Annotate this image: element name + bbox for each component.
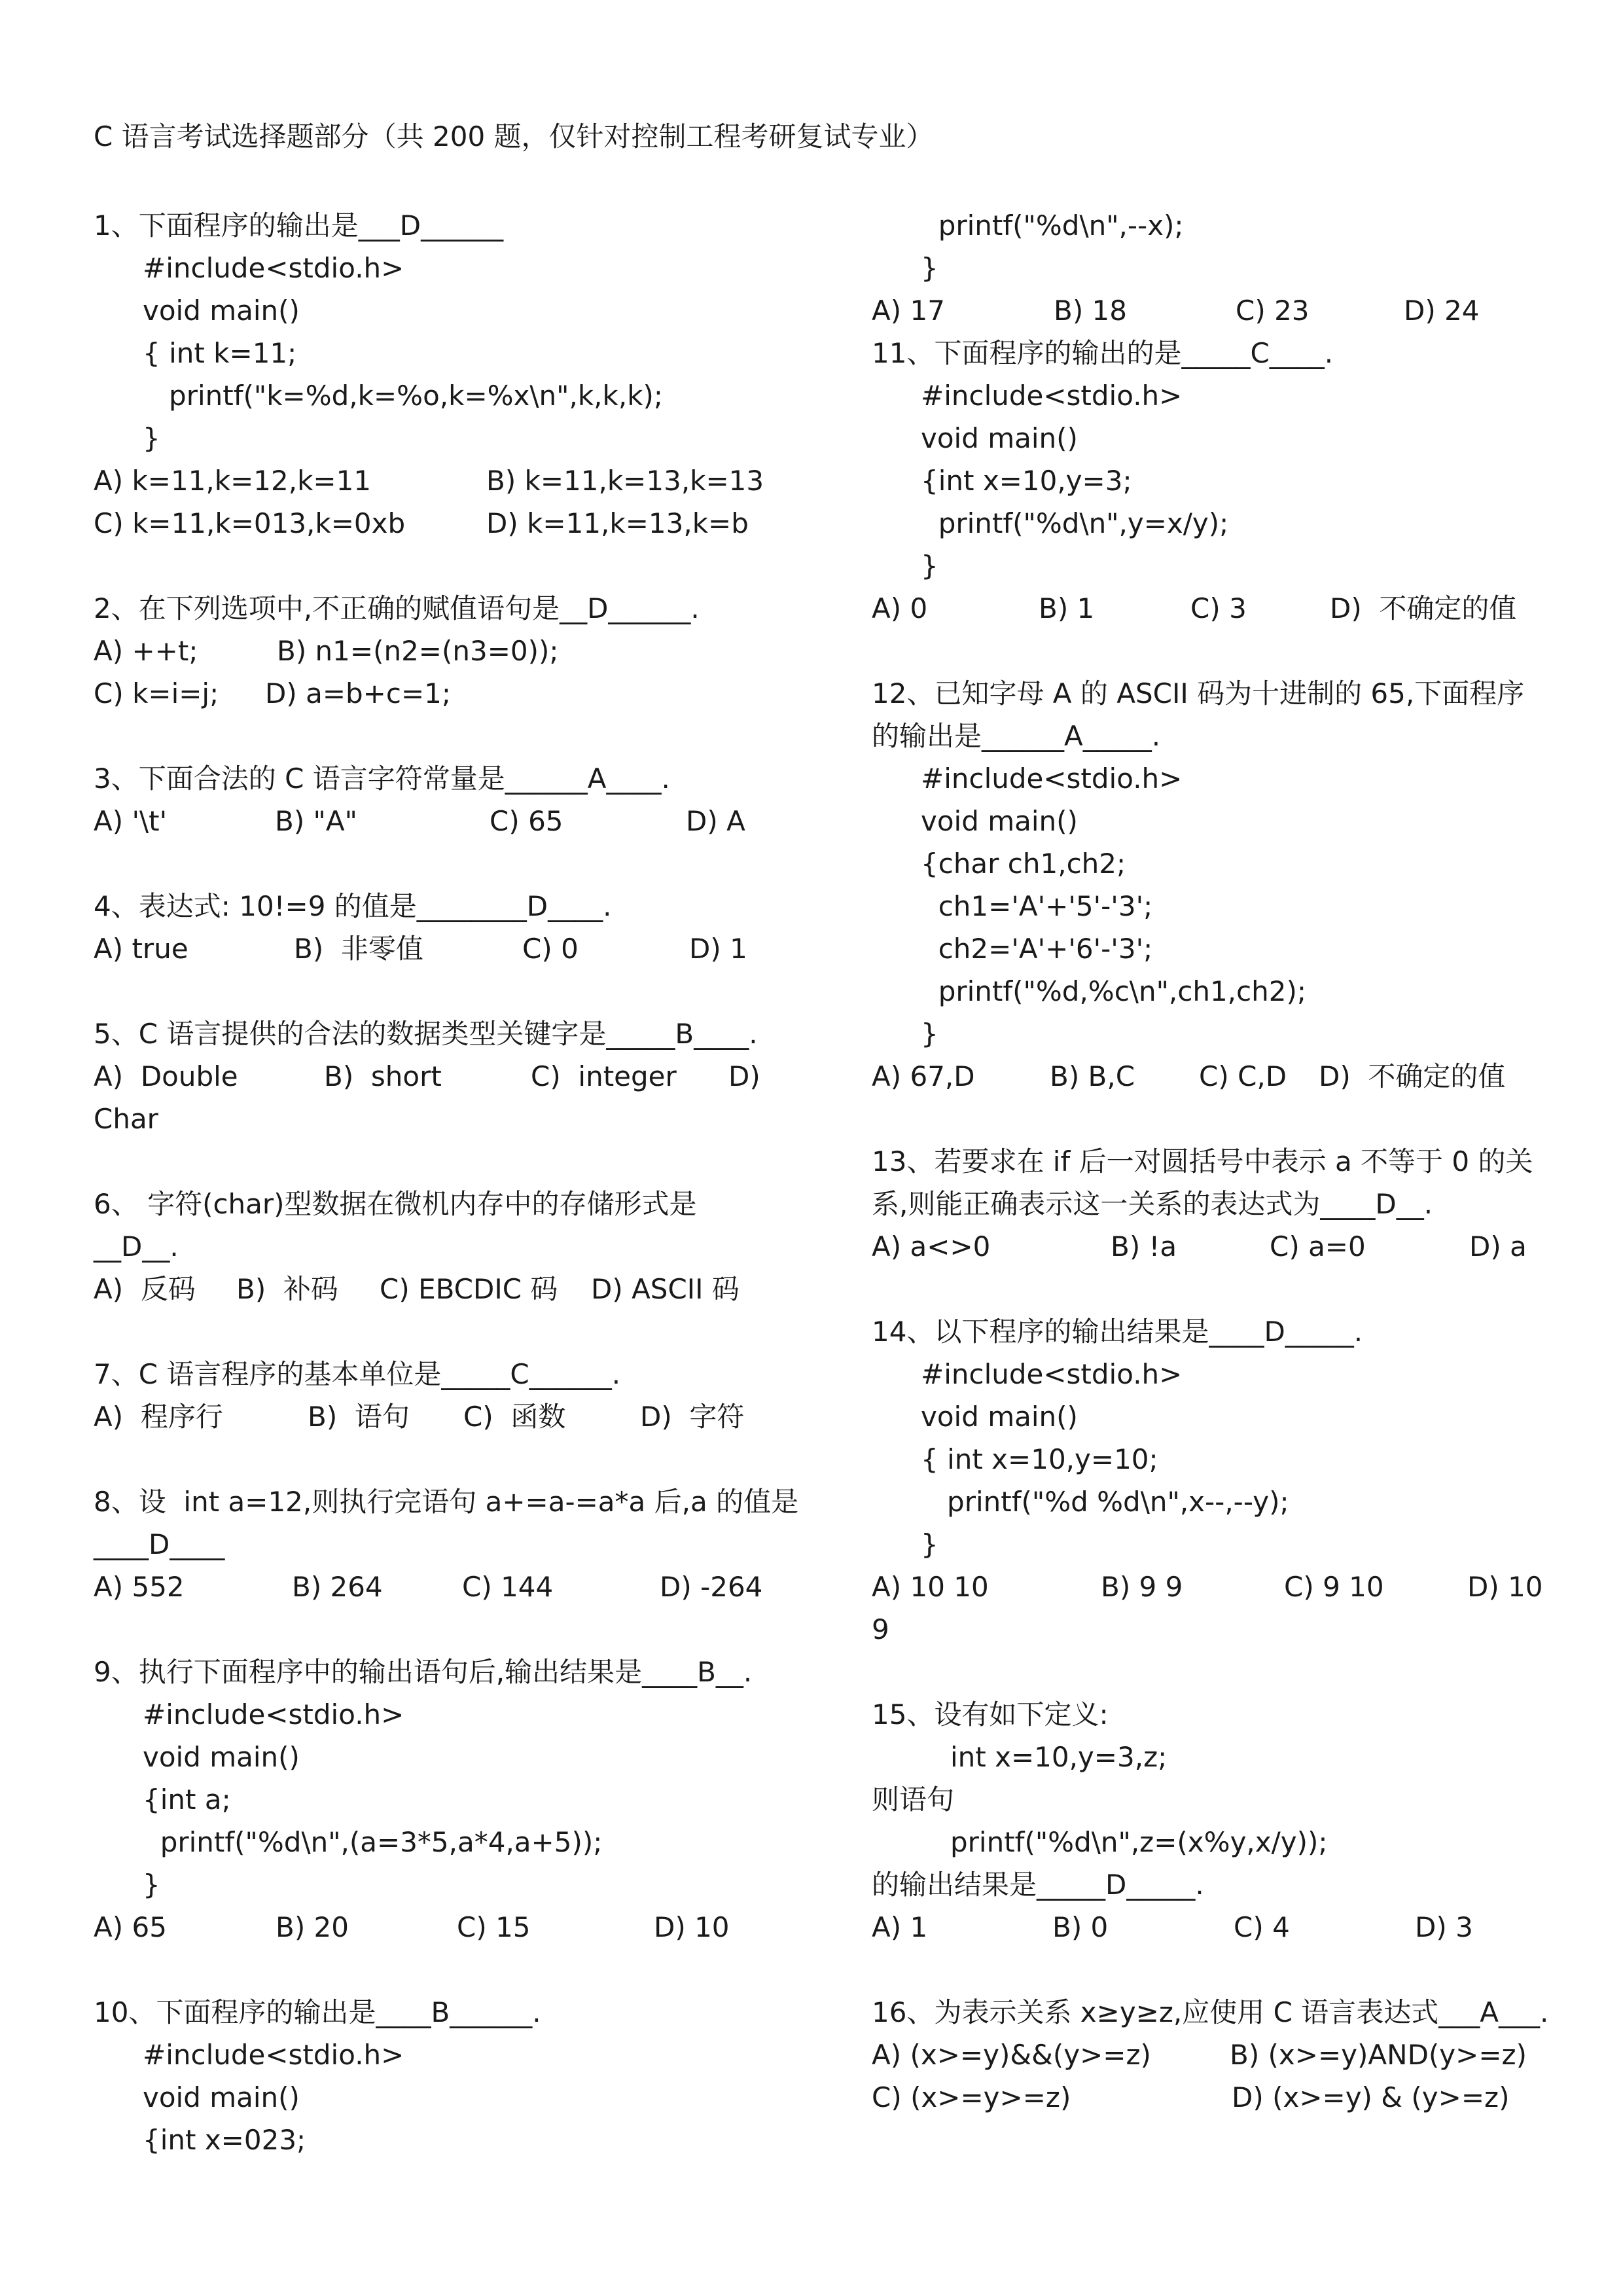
option-c: C) integer (531, 1060, 677, 1092)
option-b: B) 0 (1052, 1911, 1109, 1943)
q1-options-row2 (94, 502, 761, 545)
q12-code-line: ch1='A'+'5'-'3'; (921, 890, 1153, 922)
q12-code-line: ch2='A'+'6'-'3'; (921, 933, 1153, 965)
option-d: D) 1 (689, 933, 747, 965)
option-a: A) 65 (94, 1911, 167, 1943)
option-c: C) 4 (1234, 1911, 1290, 1943)
q6-stem: 6、 字符(char)型数据在微机内存中的存储形式是 (94, 1188, 697, 1220)
option-c: C) 函数 (463, 1401, 566, 1433)
q10-options (872, 289, 1539, 332)
option-b: B) (x>=y)AND(y>=z) (1230, 2039, 1527, 2071)
q8-options (94, 1566, 761, 1609)
option-c: C) 15 (457, 1911, 531, 1943)
option-d: D) (x>=y) & (y>=z) (1232, 2081, 1510, 2113)
option-a: A) '\t' (94, 805, 168, 837)
q1-code-line: void main() (143, 295, 300, 327)
option-d: D) 不确定的值 (1330, 592, 1517, 624)
option-d: D) (728, 1060, 760, 1092)
q7-options (94, 1395, 761, 1439)
q12-code-line: #include<stdio.h> (921, 762, 1183, 795)
option-b: B) 补码 (236, 1273, 338, 1305)
option-d: D) a=b+c=1; (265, 677, 452, 709)
option-c: C) C,D (1199, 1060, 1287, 1092)
q11-code-line: void main() (921, 422, 1078, 454)
option-c: C) k=i=j; (94, 677, 219, 709)
option-d: D) 3 (1415, 1911, 1473, 1943)
q14-stem: 14、以下程序的输出结果是____D_____. (872, 1316, 1363, 1348)
option-a: A) 程序行 (94, 1401, 223, 1433)
option-b: B) 语句 (308, 1401, 410, 1433)
q14-code-line: printf("%d %d\n",x--,--y); (921, 1486, 1289, 1518)
q9-code-line: {int a; (143, 1784, 231, 1816)
q13-stem: 13、若要求在 if 后一对圆括号中表示 a 不等于 0 的关 (872, 1145, 1533, 1177)
option-b: B) 9 9 (1101, 1571, 1183, 1603)
q5-stem: 5、C 语言提供的合法的数据类型关键字是_____B____. (94, 1018, 758, 1050)
q11-stem: 11、下面程序的输出的是_____C____. (872, 337, 1334, 369)
q15-options (872, 1906, 1539, 1949)
q9-code-line: void main() (143, 1741, 300, 1773)
option-b: B) 18 (1054, 295, 1127, 327)
option-b: B) 非零值 (294, 933, 423, 965)
q10-stem: 10、下面程序的输出是____B______. (94, 1996, 541, 2028)
option-b: B) B,C (1050, 1060, 1135, 1092)
option-c: C) 65 (490, 805, 563, 837)
q1-code-line: #include<stdio.h> (143, 252, 404, 284)
q14-option-d-cont: 9 (872, 1613, 889, 1645)
q3-stem: 3、下面合法的 C 语言字符常量是______A____. (94, 762, 670, 795)
option-a: A) 反码 (94, 1273, 196, 1305)
q1-options-row1 (94, 459, 764, 503)
q8-stem: 8、设 int a=12,则执行完语句 a+=a-=a*a 后,a 的值是 (94, 1486, 799, 1518)
q2-options-row1 (94, 630, 761, 673)
q14-options (872, 1566, 1543, 1609)
option-a: A) 0 (872, 592, 928, 624)
q5-options (94, 1055, 761, 1098)
option-d: D) a (1469, 1230, 1527, 1263)
option-d: D) 字符 (640, 1401, 745, 1433)
q15-definition: int x=10,y=3,z; (950, 1741, 1168, 1773)
q3-options (94, 800, 761, 843)
q5-option-d-cont: Char (94, 1103, 158, 1135)
q1-stem: 1、下面程序的输出是___D______ (94, 209, 504, 242)
option-c: C) (x>=y>=z) (872, 2081, 1071, 2113)
q13-stem-cont: 系,则能正确表示这一关系的表达式为____D__. (872, 1188, 1433, 1220)
option-a: A) a<>0 (872, 1230, 991, 1263)
q10-code-line: #include<stdio.h> (143, 2039, 404, 2071)
option-c: C) 9 10 (1284, 1571, 1384, 1603)
option-c: C) 144 (462, 1571, 554, 1603)
q12-stem-cont: 的输出是______A_____. (872, 720, 1161, 752)
q10-code-line: printf("%d\n",--x); (921, 209, 1184, 242)
option-b: B) 20 (276, 1911, 349, 1943)
q11-code-line: {int x=10,y=3; (921, 465, 1132, 497)
q15-printf: printf("%d\n",z=(x%y,x/y)); (950, 1826, 1328, 1858)
option-a: A) 10 10 (872, 1571, 989, 1603)
q12-code-line: } (921, 1018, 938, 1050)
option-c: C) EBCDIC 码 (380, 1273, 558, 1305)
q4-options (94, 927, 761, 971)
option-a: A) k=11,k=12,k=11 (94, 465, 372, 497)
option-b: B) !a (1111, 1230, 1177, 1263)
q1-code-line: } (143, 422, 160, 454)
option-a: A) 552 (94, 1571, 185, 1603)
q14-code-line: #include<stdio.h> (921, 1358, 1183, 1390)
q15-stem: 15、设有如下定义: (872, 1698, 1109, 1731)
option-c: C) 0 (522, 933, 579, 965)
option-d: D) A (686, 805, 745, 837)
q10-code-line: {int x=023; (143, 2124, 306, 2156)
option-d: D) 10 (654, 1911, 730, 1943)
q11-code-line: printf("%d\n",y=x/y); (921, 507, 1229, 539)
q10-code-line: } (921, 252, 938, 284)
q2-options-row2 (94, 672, 761, 715)
option-b: B) short (324, 1060, 442, 1092)
q10-code-line: void main() (143, 2081, 300, 2113)
option-d: D) -264 (660, 1571, 763, 1603)
option-c: C) 23 (1236, 295, 1310, 327)
q2-stem: 2、在下列选项中,不正确的赋值语句是__D______. (94, 592, 700, 624)
q9-code-line: printf("%d\n",(a=3*5,a*4,a+5)); (143, 1826, 603, 1858)
option-a: A) 67,D (872, 1060, 975, 1092)
q16-stem: 16、为表示关系 x≥y≥z,应使用 C 语言表达式___A___. (872, 1996, 1549, 2028)
q6-options (94, 1268, 761, 1311)
q12-stem: 12、已知字母 A 的 ASCII 码为十进制的 65,下面程序 (872, 677, 1525, 709)
option-b: B) n1=(n2=(n3=0)); (277, 635, 559, 667)
q11-code-line: #include<stdio.h> (921, 380, 1183, 412)
page-title: C 语言考试选择题部分（共 200 题，仅针对控制工程考研复试专业） (94, 120, 934, 152)
q9-code-line: } (143, 1869, 160, 1901)
q12-code-line: {char ch1,ch2; (921, 848, 1126, 880)
option-d: D) 不确定的值 (1319, 1060, 1506, 1092)
option-b: B) 264 (292, 1571, 383, 1603)
option-a: A) 1 (872, 1911, 928, 1943)
q11-code-line: } (921, 550, 938, 582)
option-b: B) "A" (275, 805, 357, 837)
option-b: B) 1 (1039, 592, 1095, 624)
q1-code-line: { int k=11; (143, 337, 297, 369)
q13-options (872, 1225, 1539, 1268)
option-d: D) ASCII 码 (591, 1273, 740, 1305)
q16-options-row2 (872, 2076, 1539, 2119)
option-a: A) (x>=y)&&(y>=z) (872, 2039, 1151, 2071)
option-d: D) 10 (1467, 1571, 1543, 1603)
option-a: A) Double (94, 1060, 238, 1092)
option-a: A) true (94, 933, 188, 965)
q1-code-line: printf("k=%d,k=%o,k=%x\n",k,k,k); (143, 380, 664, 412)
q8-stem-cont: ____D____ (94, 1528, 225, 1560)
option-d: D) k=11,k=13,k=b (486, 507, 749, 539)
q14-code-line: } (921, 1528, 938, 1560)
q15-then: 则语句 (872, 1784, 955, 1816)
q15-result: 的输出结果是_____D_____. (872, 1869, 1204, 1901)
q14-code-line: void main() (921, 1401, 1078, 1433)
q12-options (872, 1055, 1539, 1098)
q16-options-row1 (872, 2034, 1539, 2077)
q4-stem: 4、表达式: 10!=9 的值是________D____. (94, 890, 612, 922)
option-c: C) a=0 (1270, 1230, 1366, 1263)
q9-code-line: #include<stdio.h> (143, 1698, 404, 1731)
q14-code-line: { int x=10,y=10; (921, 1443, 1158, 1475)
q9-options (94, 1906, 761, 1949)
option-c: C) 3 (1190, 592, 1247, 624)
q9-stem: 9、执行下面程序中的输出语句后,输出结果是____B__. (94, 1656, 753, 1688)
option-a: A) 17 (872, 295, 945, 327)
q7-stem: 7、C 语言程序的基本单位是_____C______. (94, 1358, 621, 1390)
option-b: B) k=11,k=13,k=13 (486, 465, 764, 497)
q12-code-line: void main() (921, 805, 1078, 837)
option-c: C) k=11,k=013,k=0xb (94, 507, 406, 539)
option-a: A) ++t; (94, 635, 198, 667)
q12-code-line: printf("%d,%c\n",ch1,ch2); (921, 975, 1306, 1007)
q11-options (872, 587, 1539, 630)
q6-stem-cont: __D__. (94, 1230, 179, 1263)
option-d: D) 24 (1404, 295, 1480, 327)
